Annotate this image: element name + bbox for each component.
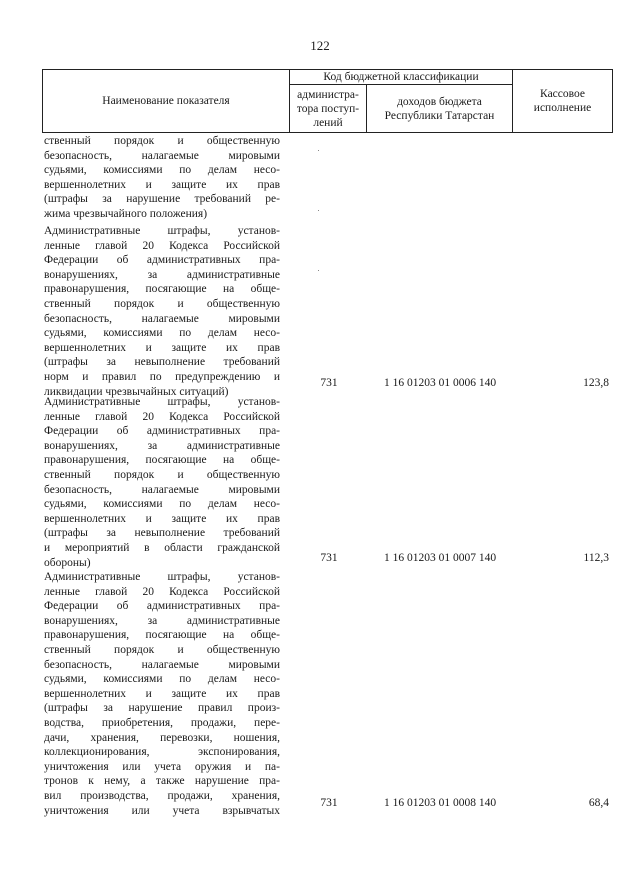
administrator-code: 731 xyxy=(320,797,338,809)
row-description: Административные штрафы, установ- ленные главой 20 Кодекса Российской Федерации об административных пра- вонарушениях, за административные правонарушения, посягающие на обще- ственный порядок и общественную безопасность, налагаемые мировыми судьями, комиссиями по делам несо- вершеннолетних и защите их прав (штрафы за нарушение правил произ- водства, приобретения, продажи, пере- дачи, хранения, перевозки, ношения, коллекционирования, экспонирования, уничтожения или учета оружия и па- тронов к нему, а также нарушение пра- вил производства, продажи, хранения, уничтожения или учета взрывчатых xyxy=(44,571,280,817)
table-header xyxy=(42,69,613,133)
scan-speck xyxy=(318,150,319,151)
budget-income-code: 1 16 01203 01 0007 140 xyxy=(383,552,497,564)
administrator-code: 731 xyxy=(320,377,338,389)
cash-execution-amount: 112,3 xyxy=(583,552,609,564)
scan-speck xyxy=(318,270,319,271)
column-group-header: Код бюджетной классификации xyxy=(290,70,513,85)
column-header-name: Наименование показателя xyxy=(43,70,290,133)
column-header-execution: Кассовое исполнение xyxy=(513,70,613,133)
page-number: 122 xyxy=(310,38,330,53)
row-description: Административные штрафы, установ- ленные главой 20 Кодекса Российской Федерации об административных пра- вонарушениях, за административные правонарушения, посягающие на обще- ственный порядок и общественную безопасность, налагаемые мировыми судьями, комиссиями по делам несо- вершеннолетних и защите их прав (штрафы за невыполнение требований норм и правил по предупреждению и ликвидации чрезвычайных ситуаций) xyxy=(44,225,280,398)
administrator-code: 731 xyxy=(320,552,338,564)
scan-speck xyxy=(318,210,319,211)
cash-execution-amount: 68,4 xyxy=(588,797,609,809)
budget-income-code: 1 16 01203 01 0006 140 xyxy=(383,377,497,389)
column-header-administrator: администра- тора поступ- лений xyxy=(290,85,367,133)
row-description: Административные штрафы, установ- ленные главой 20 Кодекса Российской Федерации об административных пра- вонарушениях, за административные правонарушения, посягающие на обще- ственный порядок и общественную безопасность, налагаемые мировыми судьями, комиссиями по делам несо- вершеннолетних и защите их прав (штрафы за невыполнение требований и мероприятий в области гражданской обороны) xyxy=(44,396,280,569)
row-description: ственный порядок и общественную безопасность, налагаемые мировыми судьями, комиссиями по делам несо- вершеннолетних и защите их прав (штрафы за нарушение требований ре- жима чрезвычайного положения) xyxy=(44,135,280,220)
column-header-income-code: доходов бюджета Республики Татарстан xyxy=(367,85,513,133)
budget-income-code: 1 16 01203 01 0008 140 xyxy=(383,797,497,809)
cash-execution-amount: 123,8 xyxy=(583,377,609,389)
